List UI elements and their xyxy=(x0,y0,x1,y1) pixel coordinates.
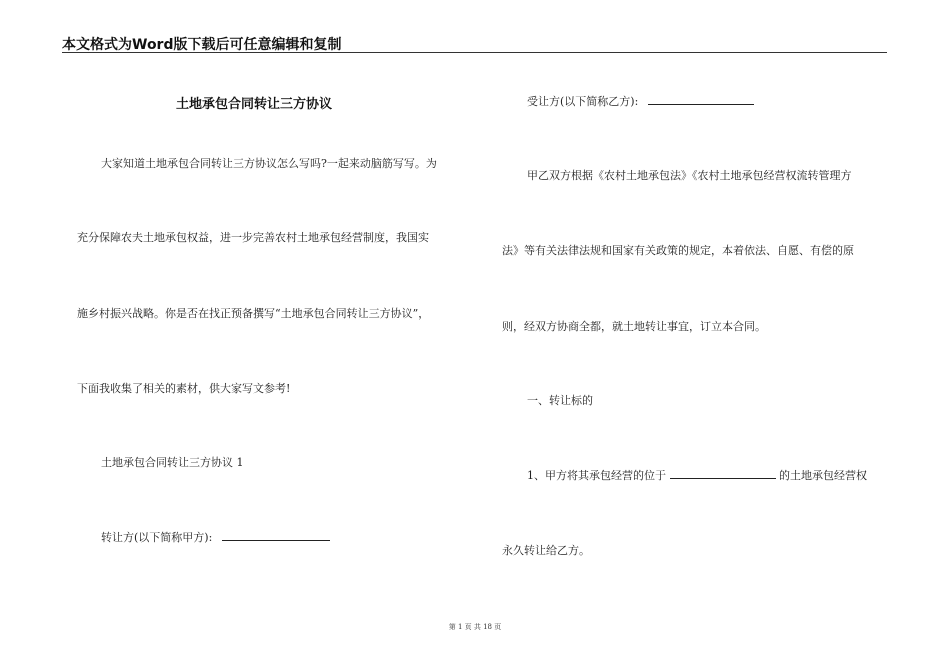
transferee-line xyxy=(527,93,754,109)
basis-line-2: 法》等有关法律法规和国家有关政策的规定，本着依法、自愿、有偿的原 xyxy=(502,244,854,257)
basis-line-1: 甲乙双方根据《农村土地承包法》《农村土地承包经营权流转管理方 xyxy=(527,169,852,182)
clause-1-line xyxy=(527,467,867,483)
intro-line-1: 大家知道土地承包合同转让三方协议怎么写吗?一起来动脑筋写写。为 xyxy=(101,157,437,170)
transferor-blank xyxy=(222,530,330,541)
document-header: 本文格式为Word版下载后可任意编辑和复制 xyxy=(62,37,342,53)
document-title: 土地承包合同转让三方协议 xyxy=(176,97,333,112)
transferee-label: 受让方(以下简称乙方): xyxy=(527,95,639,108)
clause-1-line-2: 永久转让给乙方。 xyxy=(502,544,590,557)
intro-line-2: 充分保障农夫土地承包权益，进一步完善农村土地承包经营制度，我国实 xyxy=(77,231,429,244)
transferor-line xyxy=(101,529,330,545)
intro-line-4: 下面我收集了相关的素材，供大家写文参考! xyxy=(77,382,291,395)
page-number: 第 1 页 共 18 页 xyxy=(448,623,502,631)
clause-heading: 一、转让标的 xyxy=(527,394,593,407)
clause-1-part2: 的土地承包经营权 xyxy=(779,469,867,482)
location-blank xyxy=(670,468,776,479)
basis-line-3: 则，经双方协商全都，就土地转让事宜，订立本合同。 xyxy=(502,320,766,333)
transferee-blank xyxy=(648,94,754,105)
transferor-label: 转让方(以下简称甲方): xyxy=(101,531,213,544)
section-title: 土地承包合同转让三方协议 1 xyxy=(101,456,244,469)
intro-line-3: 施乡村振兴战略。你是否在找正预备撰写“土地承包合同转让三方协议”， xyxy=(77,307,430,320)
clause-1-part1: 1、甲方将其承包经营的位于 xyxy=(527,469,666,482)
header-divider xyxy=(62,52,887,53)
